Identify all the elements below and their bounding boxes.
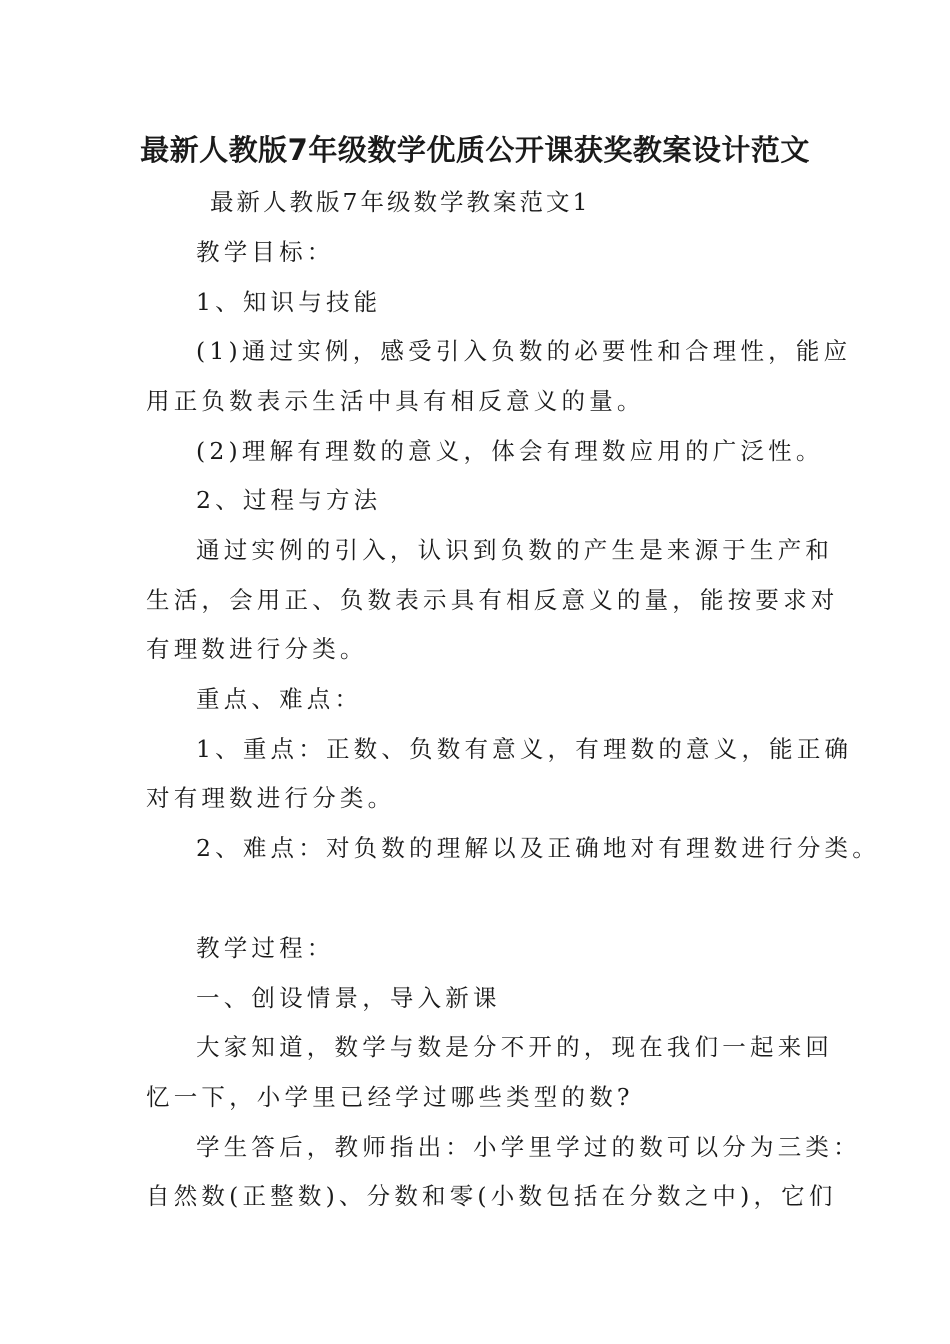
paragraph-line: 忆一下，小学里已经学过哪些类型的数? (146, 1083, 634, 1111)
document-subtitle: 最新人教版7年级数学教案范文1 (210, 188, 591, 216)
paragraph-line: 用正负数表示生活中具有相反意义的量。 (146, 387, 645, 415)
paragraph-line: 1、知识与技能 (196, 288, 382, 316)
paragraph-line: 生活，会用正、负数表示具有相反意义的量，能按要求对 (146, 586, 839, 614)
paragraph-line: 2、过程与方法 (196, 486, 382, 514)
paragraph-line: 重点、难点： (196, 685, 363, 713)
paragraph-line: 大家知道，数学与数是分不开的，现在我们一起来回 (196, 1033, 834, 1061)
document-title: 最新人教版7年级数学优质公开课获奖教案设计范文 (140, 133, 810, 167)
paragraph-line: (1)通过实例，感受引入负数的必要性和合理性，能应 (196, 337, 852, 365)
paragraph-line: 通过实例的引入，认识到负数的产生是来源于生产和 (196, 536, 834, 564)
paragraph-line: 自然数(正整数)、分数和零(小数包括在分数之中)，它们 (146, 1182, 837, 1210)
paragraph-line: 2、难点：对负数的理解以及正确地对有理数进行分类。 (196, 834, 880, 862)
paragraph-line: 学生答后，教师指出：小学里学过的数可以分为三类： (196, 1133, 861, 1161)
paragraph-line: 一、创设情景，导入新课 (196, 984, 501, 1012)
paragraph-line: 教学过程： (196, 934, 335, 962)
paragraph-line: 有理数进行分类。 (146, 635, 368, 663)
paragraph-line: 1、重点：正数、负数有意义，有理数的意义，能正确 (196, 735, 853, 763)
paragraph-line: (2)理解有理数的意义，体会有理数应用的广泛性。 (196, 437, 824, 465)
paragraph-line: 对有理数进行分类。 (146, 784, 396, 812)
paragraph-line: 教学目标： (196, 238, 335, 266)
